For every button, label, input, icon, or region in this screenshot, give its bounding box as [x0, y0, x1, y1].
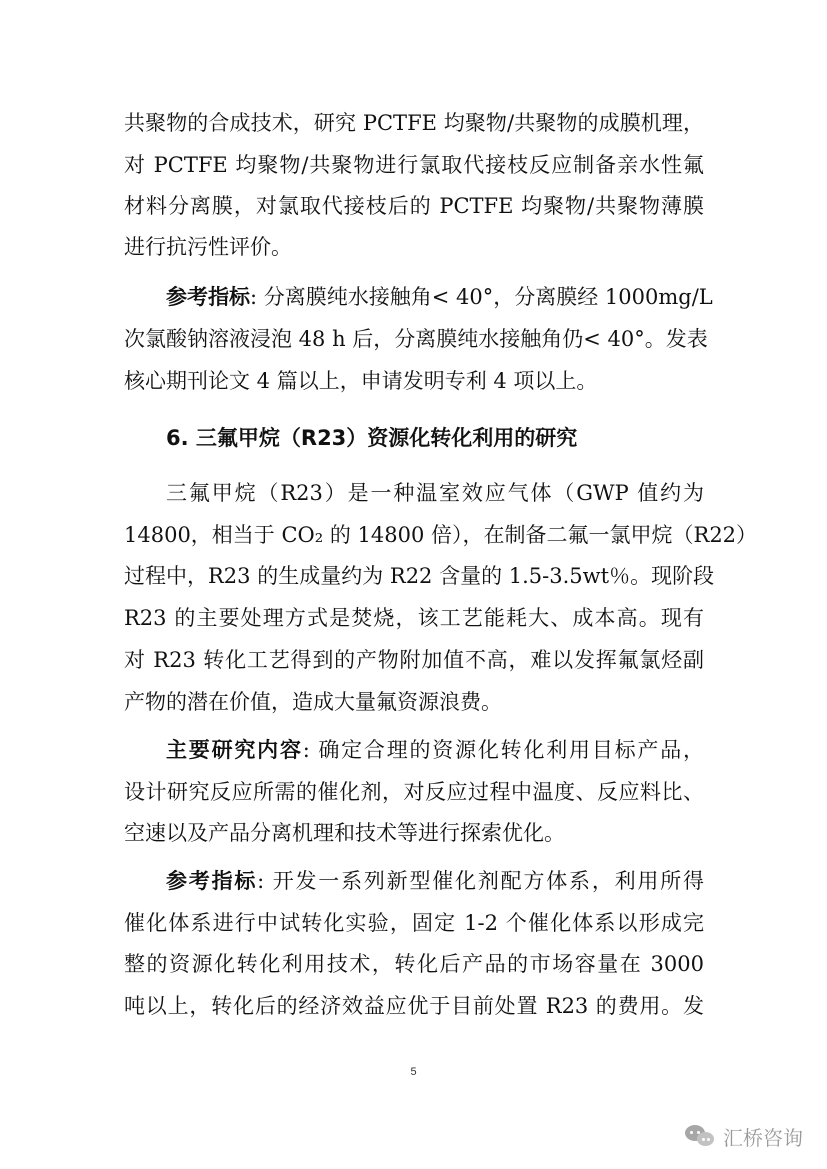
body-line-5: 分离膜纯水接触角< 40°，分离膜经 1000mg/L [263, 285, 713, 309]
body-line-15: 设计研究反应所需的催化剂，对反应过程中温度、反应料比、 [124, 780, 704, 804]
body-line-19: 整的资源化转化利用技术，转化后产品的市场容量在 3000 [124, 952, 704, 976]
reference-index-paragraph-2 [166, 863, 704, 899]
body-line-2: 对 PCTFE 均聚物/共聚物进行氯取代接枝反应制备亲水性氟 [124, 153, 704, 177]
body-line-20: 吨以上，转化后的经济效益应优于目前处置 R23 的费用。发 [124, 994, 704, 1018]
colon: : [250, 285, 264, 309]
body-line-3: 材料分离膜，对氯取代接枝后的 PCTFE 均聚物/共聚物薄膜 [124, 194, 704, 218]
body-line-18: 催化体系进行中试转化实验，固定 1-2 个催化体系以形成完 [124, 911, 704, 935]
body-line-6: 次氯酸钠溶液浸泡 48 h 后，分离膜纯水接触角仍< 40°。发表 [124, 327, 708, 351]
reference-index-label: 参考指标 [166, 869, 258, 893]
body-line-10: 过程中，R23 的生成量约为 R22 含量的 1.5-3.5wt％。现阶段 [124, 564, 715, 588]
reference-index-paragraph-1 [166, 279, 713, 315]
watermark-text: 汇桥咨询 [723, 1125, 803, 1150]
body-line-7: 核心期刊论文 4 篇以上，申请发明专利 4 项以上。 [124, 369, 598, 393]
body-line-4: 进行抗污性评价。 [124, 235, 292, 259]
main-research-paragraph [166, 732, 704, 768]
body-line-17: 开发一系列新型催化剂配方体系，利用所得 [272, 869, 704, 893]
reference-index-label: 参考指标 [166, 285, 250, 309]
colon: : [257, 869, 273, 893]
body-line-16: 空速以及产品分离机理和技术等进行探索优化。 [124, 821, 565, 845]
body-line-1: 共聚物的合成技术，研究 PCTFE 均聚物/共聚物的成膜机理， [124, 111, 704, 135]
wechat-icon [685, 1124, 715, 1148]
main-research-label: 主要研究内容 [166, 738, 303, 762]
section-heading: 6. 三氟甲烷（R23）资源化转化利用的研究 [166, 426, 578, 450]
body-line-14: 确定合理的资源化转化利用目标产品， [318, 738, 704, 762]
watermark [685, 1120, 803, 1152]
body-line-12: 对 R23 转化工艺得到的产物附加值不高，难以发挥氟氯烃副 [124, 648, 704, 672]
page-number: 5 [410, 1066, 417, 1078]
body-line-9: 14800，相当于 CO₂ 的 14800 倍），在制备二氟一氯甲烷（R22） [124, 523, 758, 547]
body-line-11: R23 的主要处理方式是焚烧，该工艺能耗大、成本高。现有 [124, 606, 704, 630]
colon: : [302, 738, 319, 762]
body-line-8: 三氟甲烷（R23）是一种温室效应气体（GWP 值约为 [166, 481, 704, 505]
body-line-13: 产物的潜在价值，造成大量氟资源浪费。 [124, 690, 502, 714]
